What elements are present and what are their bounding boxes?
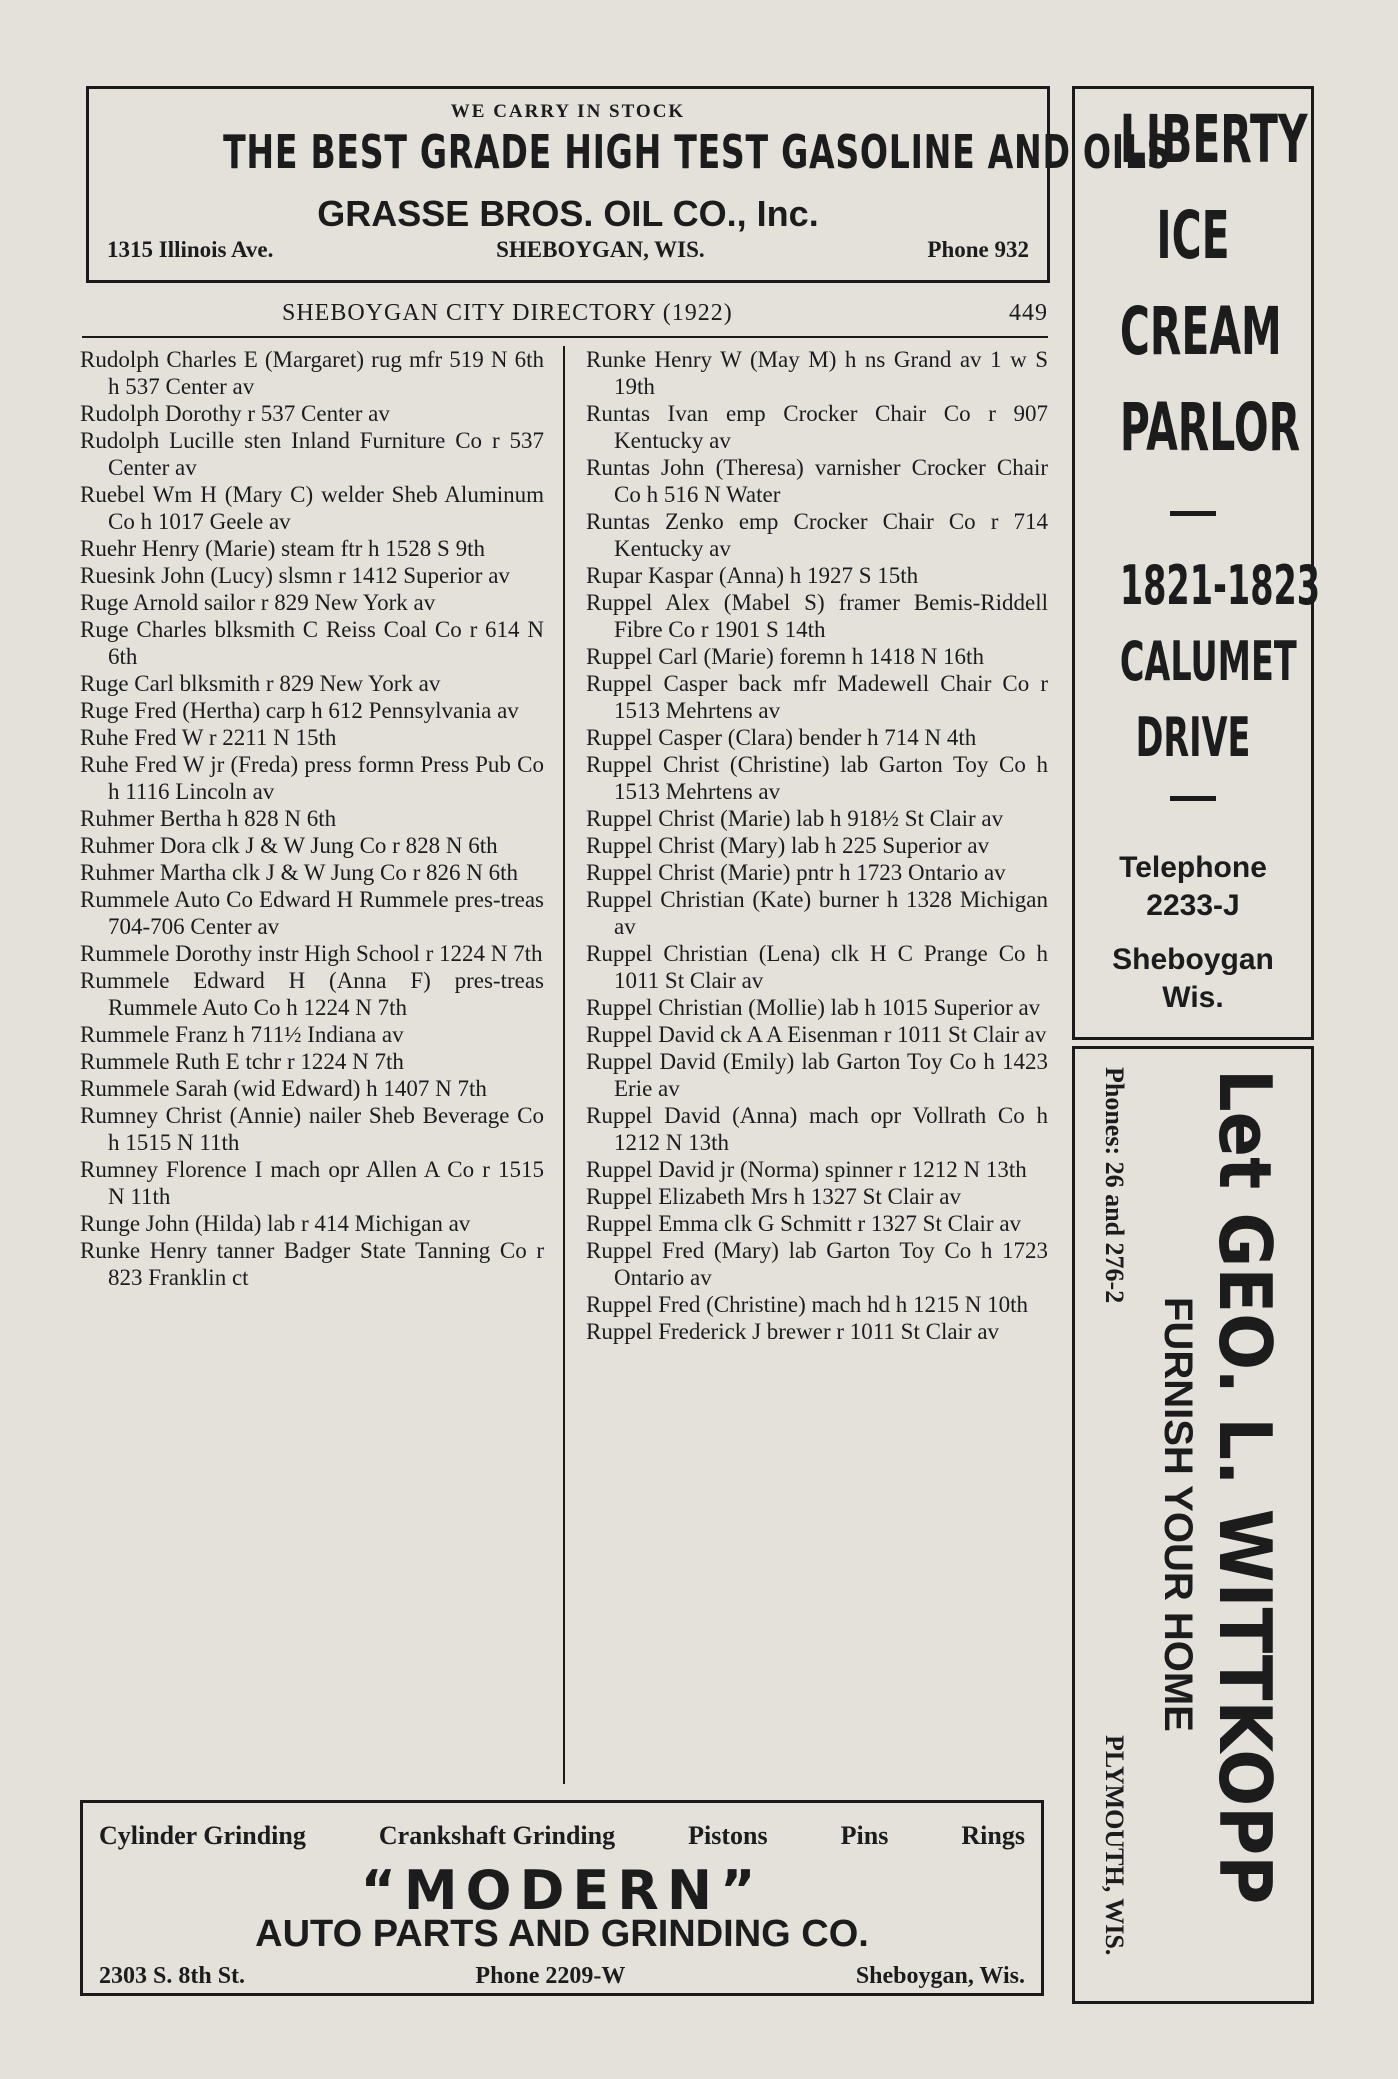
directory-column-right bbox=[586, 346, 1050, 1345]
directory-entry: Runke Henry W (May M) h ns Grand av 1 w S 19th bbox=[586, 347, 1048, 399]
directory-entry: Ruppel Christ (Marie) pntr h 1723 Ontario av bbox=[586, 860, 1006, 885]
directory-entry: Ruge Carl blksmith r 829 New York av bbox=[80, 671, 441, 696]
ad-company-name: GRASSE BROS. OIL CO., Inc. bbox=[317, 193, 819, 234]
directory-entry: Rummele Sarah (wid Edward) h 1407 N 7th bbox=[80, 1076, 487, 1101]
directory-entry: Ruppel Carl (Marie) foremn h 1418 N 16th bbox=[586, 644, 984, 669]
liberty-line3: CREAM bbox=[1119, 293, 1282, 370]
bottom-city: Sheboygan, Wis. bbox=[855, 1963, 1025, 1989]
directory-entry: Ruppel Fred (Christine) mach hd h 1215 N 10th bbox=[586, 1292, 1029, 1317]
directory-entry: Ruebel Wm H (Mary C) welder Sheb Aluminum Co h 1017 Geele av bbox=[80, 482, 544, 534]
ad-headline: THE BEST GRADE HIGH TEST GASOLINE AND OILS bbox=[223, 125, 1172, 179]
service-item: Pistons bbox=[688, 1821, 768, 1850]
directory-entry: Ruppel David (Anna) mach opr Vollrath Co h 1212 N 13th bbox=[586, 1103, 1048, 1155]
directory-entry: Ruppel Christian (Lena) clk H C Prange Co h 1011 St Clair av bbox=[586, 941, 1048, 993]
liberty-line1: LIBERTY bbox=[1119, 101, 1308, 178]
liberty-state: Wis. bbox=[1162, 981, 1224, 1014]
directory-entry: Ruge Fred (Hertha) carp h 612 Pennsylvania av bbox=[80, 698, 519, 723]
directory-entry: Ruhmer Bertha h 828 N 6th bbox=[80, 806, 337, 831]
directory-entry: Rummele Ruth E tchr r 1224 N 7th bbox=[80, 1049, 404, 1074]
liberty-telephone-label: Telephone bbox=[1119, 851, 1267, 884]
directory-column-left bbox=[80, 346, 544, 1291]
bottom-contact-row bbox=[99, 1963, 1025, 1990]
directory-entry: Ruge Arnold sailor r 829 New York av bbox=[80, 590, 436, 615]
column-divider bbox=[563, 346, 565, 1784]
service-item: Cylinder Grinding bbox=[99, 1821, 306, 1850]
liberty-address2: CALUMET bbox=[1119, 630, 1297, 693]
directory-entry: Rumney Florence I mach opr Allen A Co r 1515 N 11th bbox=[80, 1157, 544, 1209]
liberty-ice-cream-advertisement bbox=[1072, 86, 1321, 1040]
directory-entry: Ruppel Christ (Christine) lab Garton Toy Co h 1513 Mehrtens av bbox=[586, 752, 1048, 804]
page-number: 449 bbox=[1009, 300, 1048, 326]
directory-entry: Ruppel Elizabeth Mrs h 1327 St Clair av bbox=[586, 1184, 961, 1209]
wittkopp-subline: FURNISH YOUR HOME bbox=[1156, 1297, 1200, 1732]
directory-entry: Runke Henry tanner Badger State Tanning Co r 823 Franklin ct bbox=[80, 1238, 544, 1290]
service-item: Crankshaft Grinding bbox=[378, 1821, 616, 1850]
liberty-line2: ICE bbox=[1156, 197, 1230, 274]
liberty-address1: 1821-1823 bbox=[1119, 554, 1321, 617]
wittkopp-advertisement bbox=[1072, 1046, 1314, 2004]
directory-entry: Rummele Auto Co Edward H Rummele pres-treas 704-706 Center av bbox=[80, 887, 544, 939]
directory-entry: Ruhe Fred W r 2211 N 15th bbox=[80, 725, 337, 750]
directory-entry: Rummele Dorothy instr High School r 1224 N 7th bbox=[80, 941, 543, 966]
directory-entry: Ruppel David (Emily) lab Garton Toy Co h 1423 Erie av bbox=[586, 1049, 1048, 1101]
liberty-address3: DRIVE bbox=[1135, 706, 1251, 769]
directory-entry: Ruppel Frederick J brewer r 1011 St Clair av bbox=[586, 1319, 1000, 1344]
directory-entry: Rudolph Dorothy r 537 Center av bbox=[80, 401, 390, 426]
directory-entry: Runtas Zenko emp Crocker Chair Co r 714 Kentucky av bbox=[586, 509, 1048, 561]
page-header bbox=[82, 296, 1048, 338]
directory-entry: Rummele Edward H (Anna F) pres-treas Rummele Auto Co h 1224 N 7th bbox=[80, 968, 544, 1020]
directory-entry: Ruhmer Martha clk J & W Jung Co r 826 N 6th bbox=[80, 860, 519, 885]
bottom-advertisement bbox=[80, 1800, 1044, 1996]
directory-entry: Ruppel Emma clk G Schmitt r 1327 St Clair av bbox=[586, 1211, 1022, 1236]
modern-brand: “MODERN” bbox=[360, 1859, 764, 1922]
ad-phone: Phone 932 bbox=[927, 237, 1029, 262]
directory-entry: Ruppel Christ (Marie) lab h 918½ St Clair av bbox=[586, 806, 1004, 831]
ad-contact-row bbox=[107, 237, 1029, 263]
directory-entry: Ruppel Alex (Mabel S) framer Bemis-Riddell Fibre Co r 1901 S 14th bbox=[586, 590, 1048, 642]
directory-entry: Runge John (Hilda) lab r 414 Michigan av bbox=[80, 1211, 471, 1236]
services-row bbox=[99, 1821, 1025, 1851]
wittkopp-city: PLYMOUTH, WIS. bbox=[1100, 1735, 1129, 1956]
ad-address: 1315 Illinois Ave. bbox=[107, 237, 274, 262]
ad-city: SHEBOYGAN, WIS. bbox=[496, 237, 705, 262]
ad-tagline: WE CARRY IN STOCK bbox=[450, 101, 686, 122]
bottom-phone: Phone 2209-W bbox=[475, 1963, 626, 1989]
liberty-line4: PARLOR bbox=[1119, 389, 1301, 466]
directory-entry: Ruhe Fred W jr (Freda) press formn Press Pub Co h 1116 Lincoln av bbox=[80, 752, 544, 804]
directory-entry: Ruppel Casper (Clara) bender h 714 N 4th bbox=[586, 725, 977, 750]
liberty-telephone-number: 2233-J bbox=[1146, 889, 1240, 922]
wittkopp-phones: Phones: 26 and 276-2 bbox=[1100, 1067, 1129, 1304]
liberty-city: Sheboygan bbox=[1112, 943, 1274, 976]
directory-entry: Ruppel Fred (Mary) lab Garton Toy Co h 1723 Ontario av bbox=[586, 1238, 1048, 1290]
directory-entry: Rummele Franz h 711½ Indiana av bbox=[80, 1022, 404, 1047]
bottom-address: 2303 S. 8th St. bbox=[99, 1963, 246, 1989]
directory-entry: Ruppel David jr (Norma) spinner r 1212 N 13th bbox=[586, 1157, 1027, 1182]
service-item: Pins bbox=[840, 1821, 889, 1850]
directory-entry: Ruppel Christ (Mary) lab h 225 Superior av bbox=[586, 833, 990, 858]
directory-entry: Runtas Ivan emp Crocker Chair Co r 907 Kentucky av bbox=[586, 401, 1048, 453]
directory-entry: Ruge Charles blksmith C Reiss Coal Co r 614 N 6th bbox=[80, 617, 544, 669]
directory-entry: Rudolph Lucille sten Inland Furniture Co r 537 Center av bbox=[80, 428, 544, 480]
top-advertisement bbox=[86, 86, 1172, 283]
directory-entry: Ruesink John (Lucy) slsmn r 1412 Superior av bbox=[80, 563, 510, 588]
directory-entry: Ruppel Christian (Kate) burner h 1328 Michigan av bbox=[586, 887, 1048, 939]
divider-dash bbox=[1170, 796, 1216, 801]
directory-entry: Rudolph Charles E (Margaret) rug mfr 519 N 6th h 537 Center av bbox=[80, 347, 544, 399]
wittkopp-headline: Let GEO. L. WITTKOPP bbox=[1203, 1069, 1287, 1905]
bottom-company-name: AUTO PARTS AND GRINDING CO. bbox=[255, 1913, 869, 1955]
directory-entry: Ruppel Casper back mfr Madewell Chair Co r 1513 Mehrtens av bbox=[586, 671, 1048, 723]
directory-entry: Ruehr Henry (Marie) steam ftr h 1528 S 9th bbox=[80, 536, 485, 561]
service-item: Rings bbox=[961, 1821, 1025, 1850]
directory-entry: Rumney Christ (Annie) nailer Sheb Beverage Co h 1515 N 11th bbox=[80, 1103, 544, 1155]
directory-entry: Ruppel David ck A A Eisenman r 1011 St Clair av bbox=[586, 1022, 1047, 1047]
divider-dash bbox=[1170, 511, 1216, 516]
directory-entry: Rupar Kaspar (Anna) h 1927 S 15th bbox=[586, 563, 919, 588]
directory-entry: Ruppel Christian (Mollie) lab h 1015 Superior av bbox=[586, 995, 1041, 1020]
directory-title: SHEBOYGAN CITY DIRECTORY (1922) bbox=[282, 300, 733, 326]
directory-entry: Runtas John (Theresa) varnisher Crocker Chair Co h 516 N Water bbox=[586, 455, 1048, 507]
directory-entry: Ruhmer Dora clk J & W Jung Co r 828 N 6th bbox=[80, 833, 498, 858]
